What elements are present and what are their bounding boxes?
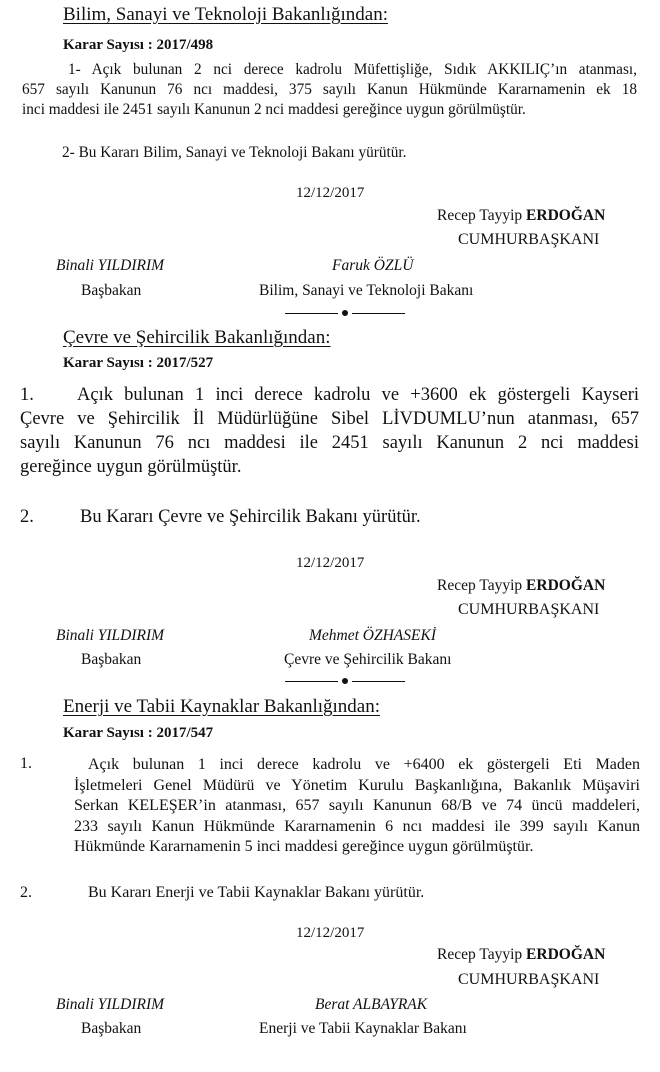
article-1-line: gereğince uygun görülmüştür. [20, 457, 242, 477]
decree-date: 12/12/2017 [296, 925, 365, 941]
article-1-line: sayılı Kanunun 76 ncı maddesi ile 2451 sayılı Kanunun 2 nci maddesi [20, 433, 639, 453]
article-1-line: İşletmeleri Genel Müdürü ve Yönetim Kurulu Başkanlığına, Bakanlık Müşaviri [74, 776, 640, 794]
article-1 [22, 60, 637, 120]
article-2: Bu Kararı Enerji ve Tabii Kaynaklar Bakanı yürütür. [88, 884, 425, 901]
section-separator [285, 307, 405, 319]
prime-minister-name: Binali YILDIRIM [56, 996, 165, 1013]
president-name [437, 577, 605, 595]
decision-number: Karar Sayısı : 2017/527 [63, 355, 214, 371]
prime-minister-title: Başbakan [81, 1020, 142, 1037]
article-1 [20, 383, 639, 479]
prime-minister-title: Başbakan [81, 651, 142, 668]
president-last-name: ERDOĞAN [526, 207, 606, 224]
article-1-line: 1- Açık bulunan 2 nci derece kadrolu Müfettişliğe, Sıdık AKKILIÇ’ın atanması, [68, 61, 637, 78]
ministry-heading: Bilim, Sanayi ve Teknoloji Bakanlığından: [63, 4, 388, 25]
decree-date: 12/12/2017 [296, 555, 365, 571]
president-last-name: ERDOĞAN [526, 946, 606, 963]
decision-number: Karar Sayısı : 2017/498 [63, 37, 214, 53]
article-2-number: 2. [20, 884, 32, 901]
prime-minister-name: Binali YILDIRIM [56, 257, 165, 274]
president-first-name: Recep Tayyip [437, 577, 523, 594]
article-1-number: 1. [20, 385, 34, 405]
minister-name: Mehmet ÖZHASEKİ [309, 627, 436, 644]
article-1 [74, 755, 640, 858]
minister-title: Bilim, Sanayi ve Teknoloji Bakanı [259, 282, 474, 299]
minister-title: Çevre ve Şehircilik Bakanı [284, 651, 452, 668]
article-2: 2- Bu Kararı Bilim, Sanayi ve Teknoloji Bakanı yürütür. [62, 144, 407, 161]
president-first-name: Recep Tayyip [437, 207, 523, 224]
ministry-heading: Çevre ve Şehircilik Bakanlığından: [63, 327, 331, 348]
article-2-number: 2. [20, 507, 34, 527]
article-2: Bu Kararı Çevre ve Şehircilik Bakanı yürütür. [80, 507, 421, 527]
decision-number: Karar Sayısı : 2017/547 [63, 725, 214, 741]
article-1-line: inci maddesi ile 2451 sayılı Kanunun 2 nci maddesi gereğince uygun görülmüştür. [22, 101, 526, 118]
president-last-name: ERDOĞAN [526, 577, 606, 594]
article-1-line: Çevre ve Şehircilik İl Müdürlüğüne Sibel LİVDUMLU’nun atanması, 657 [20, 409, 639, 429]
article-1-line: 233 sayılı Kanun Hükmünde Kararnamenin 6 ncı maddesi ile 399 sayılı Kanun [74, 817, 640, 835]
president-title: CUMHURBAŞKANI [458, 601, 600, 618]
article-1-line: Serkan KELEŞER’in atanması, 657 sayılı Kanunun 68/B ve 74 üncü maddeleri, [74, 797, 640, 814]
article-1-line: Hükmünde Kararnamenin 5 inci maddesi gereğince uygun görülmüştür. [74, 838, 534, 855]
president-title: CUMHURBAŞKANI [458, 231, 600, 248]
article-1-line: 657 sayılı Kanunun 76 ncı maddesi, 375 sayılı Kanun Hükmünde Kararnamenin ek 18 [22, 81, 637, 98]
ministry-heading: Enerji ve Tabii Kaynaklar Bakanlığından: [63, 696, 380, 717]
article-1-line: Açık bulunan 1 inci derece kadrolu ve +6400 ek göstergeli Eti Maden [88, 756, 640, 773]
article-1-line: Açık bulunan 1 inci derece kadrolu ve +3600 ek göstergeli Kayseri [77, 385, 639, 405]
prime-minister-title: Başbakan [81, 282, 142, 299]
decree-date: 12/12/2017 [296, 185, 365, 201]
minister-name: Berat ALBAYRAK [315, 996, 428, 1013]
minister-name: Faruk ÖZLÜ [332, 257, 414, 274]
president-title: CUMHURBAŞKANI [458, 971, 600, 988]
president-name [437, 207, 605, 225]
prime-minister-name: Binali YILDIRIM [56, 627, 165, 644]
section-separator [285, 675, 405, 687]
minister-title: Enerji ve Tabii Kaynaklar Bakanı [259, 1020, 467, 1037]
president-name [437, 946, 605, 964]
article-1-number: 1. [20, 755, 32, 772]
president-first-name: Recep Tayyip [437, 946, 523, 963]
